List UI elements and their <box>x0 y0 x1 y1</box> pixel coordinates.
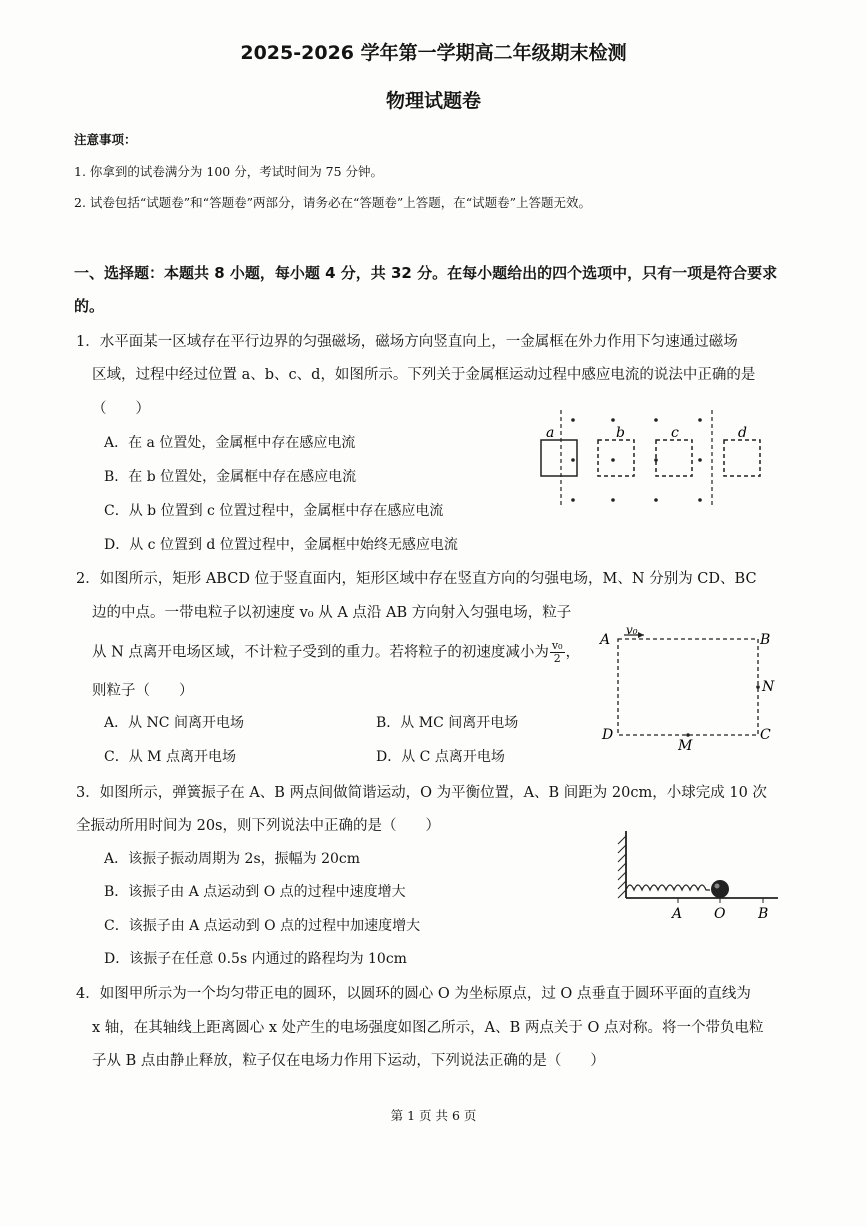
q3-stem-line1: 3．如图所示，弹簧振子在 A、B 两点间做简谐运动，O 为平衡位置，A、B 间距为 20cm，小球完成 10 次 <box>76 785 767 801</box>
q4-stem-line3: 子从 B 点由静止释放，粒子仅在电场力作用下运动，下列说法正确的是（ ） <box>92 1053 605 1069</box>
q1-option-c: C．从 b 位置到 c 位置过程中，金属框中存在感应电流 <box>104 503 444 519</box>
q2-stem-line3 <box>92 640 580 665</box>
q1-option-a: A．在 a 位置处，金属框中存在感应电流 <box>104 435 356 451</box>
q2-option-b: B．从 MC 间离开电场 <box>376 715 519 731</box>
notes-item-1: 1. 你拿到的试卷满分为 100 分，考试时间为 75 分钟。 <box>74 164 384 179</box>
q2-stem-line2: 边的中点。一带电粒子以初速度 v₀ 从 A 点沿 AB 方向射入匀强电场，粒子 <box>92 605 572 621</box>
page-number: 第 1 页 共 6 页 <box>390 1108 477 1123</box>
exam-subtitle: 物理试题卷 <box>385 90 481 112</box>
exam-title: 2025-2026 学年第一学期高二年级期末检测 <box>240 42 627 64</box>
q2-stem-line4: 则粒子（ ） <box>92 683 194 699</box>
q4-stem-line1: 4．如图甲所示为一个均匀带正电的圆环，以圆环的圆心 O 为坐标原点，过 O 点垂直于圆环平面的直线为 <box>76 986 751 1002</box>
q2-arrow-head <box>638 632 644 638</box>
q2-fraction-den: 2 <box>553 652 561 665</box>
q3-ball <box>711 880 729 898</box>
q2-figure <box>596 624 786 754</box>
q2-stem-line3-text: 从 N 点离开电场区域，不计粒子受到的重力。若将粒子的初速度减小为 <box>92 644 549 661</box>
q3-option-d: D．该振子在任意 0.5s 内通过的路程均为 10cm <box>104 951 407 967</box>
q1-frame-c <box>656 440 692 476</box>
q3-label-a: A <box>672 906 683 922</box>
q2-stem-line3-end: ， <box>565 644 581 661</box>
q2-label-d: D <box>602 727 614 743</box>
q1-figure <box>528 410 778 510</box>
q3-option-c: C．该振子由 A 点运动到 O 点的过程中加速度增大 <box>104 918 421 934</box>
q3-figure <box>600 826 785 926</box>
q1-label-a: a <box>546 425 555 441</box>
notes-heading: 注意事项： <box>74 132 137 147</box>
q2-label-m: M <box>678 738 693 754</box>
q1-frame-a <box>541 440 577 476</box>
q2-fraction-num: v₀ <box>551 639 563 652</box>
q3-option-a: A．该振子振动周期为 2s，振幅为 20cm <box>104 851 361 867</box>
q2-option-d: D．从 C 点离开电场 <box>376 749 505 765</box>
q2-label-n: N <box>762 679 775 695</box>
notes-item-2: 2. 试卷包括“试题卷”和“答题卷”两部分，请务必在“答题卷”上答题，在“试题卷”上答题无效。 <box>74 195 592 210</box>
q2-fraction <box>550 640 565 665</box>
q2-label-v0: v₀ <box>626 624 638 637</box>
q1-stem-line2: 区域，过程中经过位置 a、b、c、d，如图所示。下列关于金属框运动过程中感应电流的说法中正确的是 <box>92 367 756 383</box>
q1-label-c: c <box>671 425 679 441</box>
q2-option-c: C．从 M 点离开电场 <box>104 749 236 765</box>
q3-label-b: B <box>758 906 769 922</box>
q1-stem-line1: 1．水平面某一区域存在平行边界的匀强磁场，磁场方向竖直向上，一金属框在外力作用下匀速通过磁场 <box>76 334 738 350</box>
q2-field-rectangle <box>618 639 758 735</box>
q1-option-d: D．从 c 位置到 d 位置过程中，金属框中始终无感应电流 <box>104 537 458 553</box>
q3-spring <box>626 885 710 890</box>
q2-option-a: A．从 NC 间离开电场 <box>104 715 244 731</box>
q2-label-a: A <box>600 632 611 648</box>
q1-option-b: B．在 b 位置处，金属框中存在感应电流 <box>104 469 357 485</box>
section-heading: 一、选择题：本题共 8 小题，每小题 4 分，共 32 分。在每小题给出的四个选项中，只有一项是符合要求 <box>74 264 778 282</box>
q4-stem-line2: x 轴，在其轴线上距离圆心 x 处产生的电场强度如图乙所示，A、B 两点关于 O 点对称。将一个带负电粒 <box>92 1020 764 1036</box>
q1-frame-b <box>598 440 634 476</box>
q2-stem-line1: 2．如图所示，矩形 ABCD 位于竖直面内，矩形区域中存在竖直方向的匀强电场，M、N 分别为 CD、BC <box>76 571 757 587</box>
q1-label-b: b <box>616 425 625 441</box>
q1-frame-d <box>724 440 760 476</box>
q2-label-b: B <box>760 632 771 648</box>
section-heading-cont: 的。 <box>74 297 105 315</box>
q3-option-b: B．该振子由 A 点运动到 O 点的过程中速度增大 <box>104 884 406 900</box>
q3-ball-highlight <box>715 884 720 889</box>
q1-label-d: d <box>738 425 747 441</box>
q1-blank: （ ） <box>92 401 150 417</box>
q1-field-dots <box>571 418 702 502</box>
q3-label-o: O <box>714 906 726 922</box>
q3-wall-hatch <box>618 836 626 898</box>
q2-point-n <box>756 685 760 689</box>
q2-point-m <box>686 733 690 737</box>
q2-label-c: C <box>760 727 771 743</box>
q3-stem-line2: 全振动所用时间为 20s，则下列说法中正确的是（ ） <box>76 818 440 834</box>
